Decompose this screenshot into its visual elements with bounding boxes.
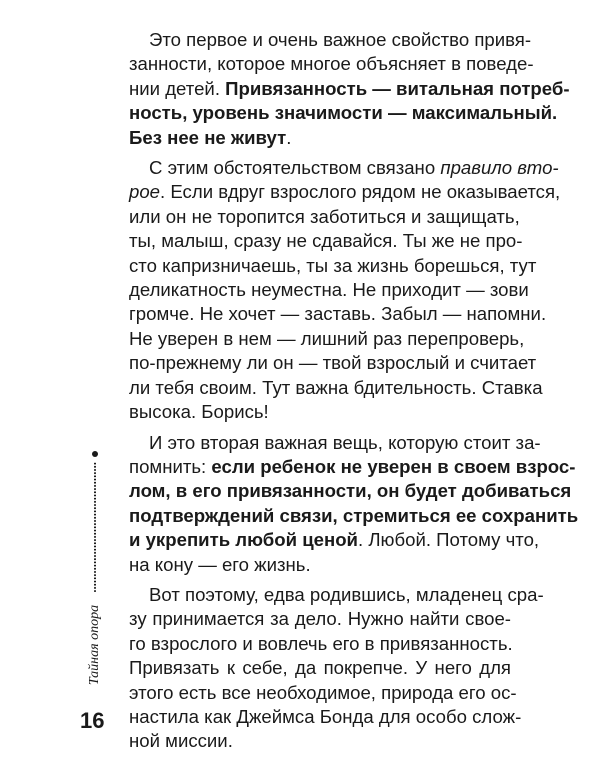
text-line: Привязать к себе, да покрепче. У него для (129, 657, 511, 679)
text-line: зу принимается за дело. Нужно найти свое- (129, 608, 511, 630)
bold-run: если ребенок не уверен в своем взрос- (211, 455, 576, 477)
text-line: ты, малыш, сразу не сдавайся. Ты же не про- (129, 230, 523, 252)
text-line (129, 77, 570, 101)
text-line: Не уверен в нем — лишний раз перепроверь, (129, 327, 525, 349)
text-run: нии детей. (129, 77, 226, 99)
text-line: деликатность неуместна. Не приходит — зови (129, 279, 529, 301)
text-line (129, 156, 559, 180)
text-run: С этим обстоятельством связано (149, 157, 441, 179)
text-line (129, 479, 572, 503)
text-run: . Любой. Потому что, (357, 529, 540, 551)
text-line: го взрослого и вовлечь его в привязанность. (129, 632, 513, 654)
text-line: ли тебя своим. Тут важна бдительность. Ставка (129, 376, 543, 398)
paragraph-3 (129, 431, 579, 577)
text-line: по-прежнему ли он — твой взрослый и считает (129, 352, 537, 374)
text-line: на кону — его жизнь. (129, 553, 311, 575)
running-head-dotted-rule (94, 462, 96, 592)
text-line (129, 455, 576, 479)
text-line: громче. Не хочет — заставь. Забыл — напомни. (129, 303, 547, 325)
paragraph-2 (129, 156, 561, 424)
text-line: занности, которое многое объясняет в поведе- (129, 53, 534, 75)
text-line: И это вторая важная вещь, которую стоит за- (149, 431, 541, 453)
page-number: 16 (80, 708, 105, 733)
body-text (129, 28, 579, 760)
bold-run: подтверждений связи, стремиться ее сохранить (129, 504, 579, 526)
text-line (129, 528, 540, 552)
paragraph-4 (129, 583, 544, 754)
text-line (129, 180, 561, 204)
bold-run: и укрепить любой ценой (129, 529, 358, 551)
running-head-dot (92, 451, 98, 457)
bold-run: ность, уровень значимости — максимальный. (129, 102, 558, 124)
text-line: высока. Борись! (129, 401, 269, 423)
italic-run: рое (129, 181, 161, 203)
text-run: помнить: (129, 455, 212, 477)
italic-run: правило вто- (440, 157, 559, 179)
text-run: . (286, 126, 292, 148)
text-line (129, 126, 511, 150)
text-line: сто капризничаешь, ты за жизнь борешься, тут (129, 254, 537, 276)
text-line: этого есть все необходимое, природа его ос- (129, 681, 517, 703)
text-line: Это первое и очень важное свойство привя- (149, 29, 532, 50)
text-line: Вот поэтому, едва родившись, младенец сра- (149, 583, 544, 605)
bold-run: Без нее не живут (129, 126, 287, 148)
bold-run: лом, в его привязанности, он будет добиваться (129, 480, 572, 502)
text-line (129, 101, 558, 125)
bold-run: Привязанность — витальная потреб- (225, 77, 570, 99)
text-line (129, 504, 579, 528)
text-line: настила как Джеймса Бонда для особо слож- (129, 705, 522, 727)
text-run: . Если вдруг взрослого рядом не оказывается, (160, 181, 561, 203)
text-line: или он не торопится заботиться и защищать, (129, 205, 520, 227)
running-head-title: Тайная опора (87, 604, 102, 686)
paragraph-1 (129, 28, 570, 150)
text-line: ной миссии. (129, 730, 233, 752)
